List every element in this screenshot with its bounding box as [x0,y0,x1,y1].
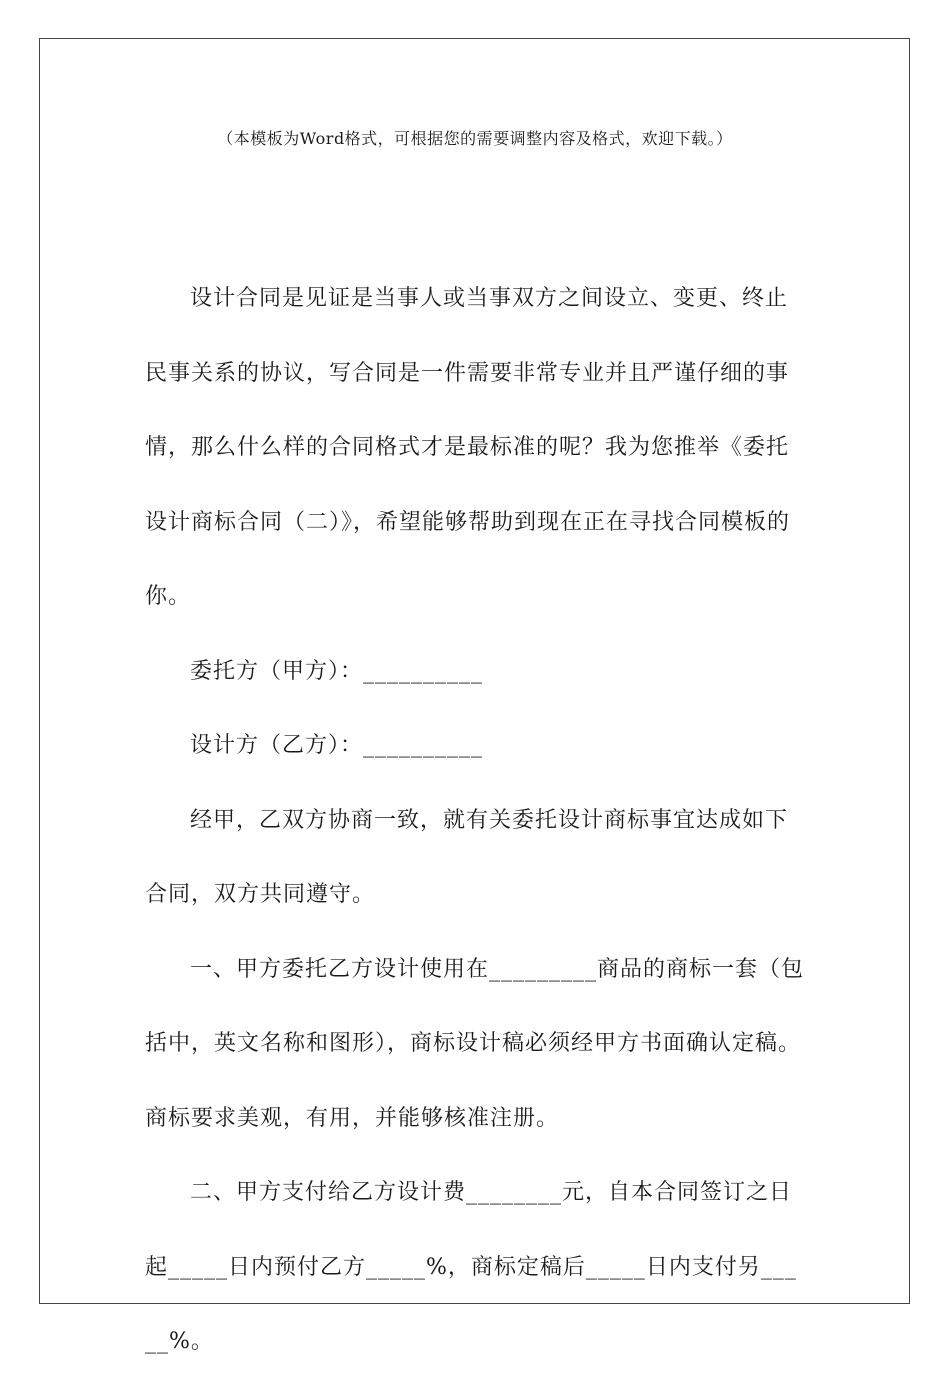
designer-party-line: 设计方（乙方）：__________ [190,733,484,758]
contract-body [145,262,807,1380]
agreement-paragraph: 经甲，乙双方协商一致，就有关委托设计商标事宜达成如下合同，双方共同遵守。 [145,807,789,907]
intro-paragraph: 设计合同是见证是当事人或当事双方之间设立、变更、终止民事关系的协议，写合同是一件需要非常专业并且严谨仔细的事情，那么什么样的合同格式才是最标准的呢？我为您推举《委托设计商标合同（二）》，希望能够帮助到现在正在寻找合同模板的你。 [145,286,791,609]
clause-two: 二、甲方支付给乙方设计费________元，自本合同签订之日起_____日内预付乙方_____%，商标定稿后_____日内支付另_____%。 [145,1180,797,1354]
template-note: （本模板为Word格式，可根据您的需要调整内容及格式，欢迎下载。） [217,129,733,148]
client-party-line: 委托方（甲方）：__________ [190,658,484,684]
clause-one: 一、甲方委托乙方设计使用在_________商品的商标一套（包括中，英文名称和图形），商标设计稿必须经甲方书面确认定稿。商标要求美观，有用，并能够核准注册。 [145,956,805,1131]
